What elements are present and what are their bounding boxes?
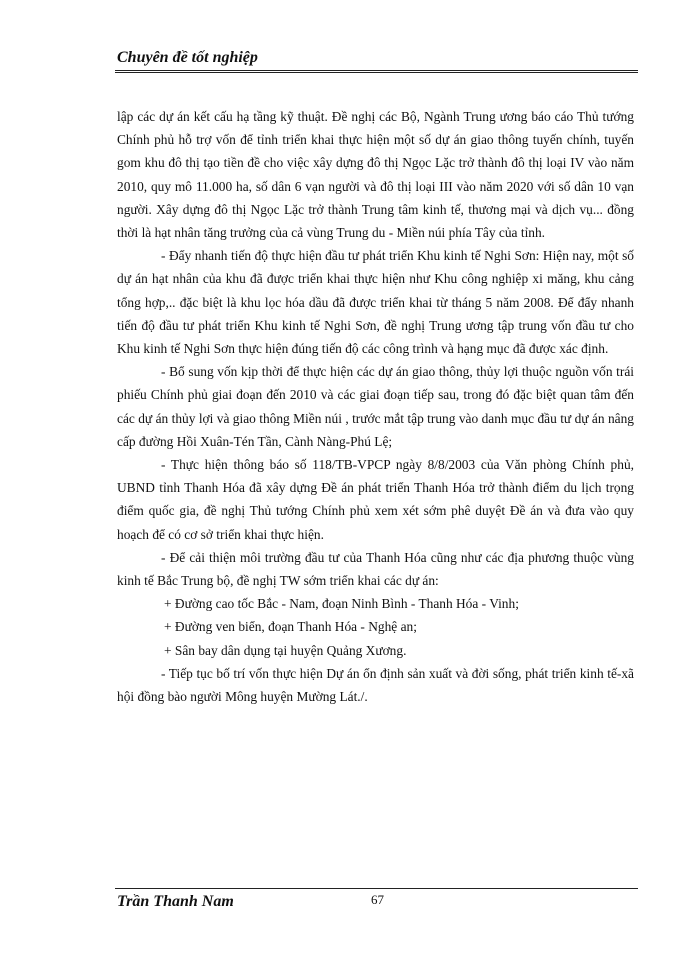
paragraph-1: lập các dự án kết cấu hạ tầng kỹ thuật. Đề nghị các Bộ, Ngành Trung ương báo cáo Thủ tướng Chính phủ hỗ trợ vốn để tỉnh triển khai thực hiện một số dự án giao thông tuyến chính, tuyến gom khu đô thị tạo tiền đề cho việc xây dựng đô thị Ngọc Lặc trở thành đô thị loại IV vào năm 2010, quy mô 11.000 ha, số dân 6 vạn người và đô thị loại III vào năm 2020 với số dân 10 vạn người. Xây dựng đô thị Ngọc Lặc trở thành Trung tâm kinh tế, thương mại và dịch vụ... đồng thời là hạt nhân tăng trưởng của cả vùng Trung du - Miền núi phía Tây của tỉnh.	[117, 109, 634, 241]
document-body	[117, 105, 634, 708]
list-item: + Đường ven biển, đoạn Thanh Hóa - Nghệ an;	[164, 619, 417, 635]
paragraph-3: - Bổ sung vốn kịp thời để thực hiện các dự án giao thông, thủy lợi thuộc nguồn vốn trái phiếu Chính phủ giai đoạn đến 2010 và các giai đoạn tiếp sau, trong đó đặc biệt quan tâm đến các dự án thủy lợi và giao thông Miền núi , trước mắt tập trung vào danh mục đầu tư dự án nâng cấp đường Hồi Xuân-Tén Tần, Cành Nàng-Phú Lệ;	[117, 364, 634, 449]
list-item: + Đường cao tốc Bắc - Nam, đoạn Ninh Bình - Thanh Hóa - Vinh;	[164, 596, 519, 612]
footer-author: Trần Thanh Nam	[117, 893, 234, 910]
list-item: + Sân bay dân dụng tại huyện Quảng Xương.	[164, 642, 407, 658]
header-rule	[115, 70, 638, 73]
page-number: 67	[371, 892, 384, 907]
footer-rule	[115, 888, 638, 889]
paragraph-2: - Đẩy nhanh tiến độ thực hiện đầu tư phát triển Khu kinh tế Nghi Sơn: Hiện nay, một số dự án hạt nhân của khu đã được triển khai thực hiện như Khu công nghiệp xi măng, khu cảng tổng hợp,.. đặc biệt là khu lọc hóa dầu đã được triển khai từ tháng 5 năm 2008. Để đẩy nhanh tiến độ đầu tư phát triển Khu kinh tế Nghi Sơn, đề nghị Trung ương tập trung vốn đầu tư cho Khu kinh tế Nghi Sơn thực hiện đúng tiến độ các công trình và hạng mục đã được xác định.	[117, 248, 634, 357]
paragraph-5: - Để cải thiện môi trường đầu tư của Thanh Hóa cũng như các địa phương thuộc vùng kinh tế Bắc Trung bộ, đề nghị TW sớm triển khai các dự án:	[117, 549, 634, 589]
closing-paragraph: - Tiếp tục bố trí vốn thực hiện Dự án ổn định sản xuất và đời sống, phát triển kinh tế-xã hội đồng bào người Mông huyện Mường Lát./.	[117, 665, 634, 705]
header-title: Chuyên đề tốt nghiệp	[117, 49, 258, 66]
paragraph-4: - Thực hiện thông báo số 118/TB-VPCP ngày 8/8/2003 của Văn phòng Chính phủ, UBND tỉnh Thanh Hóa đã xây dựng Đề án phát triển Thanh Hóa trở thành điểm du lịch trọng điểm quốc gia, đề nghị Thủ tướng Chính phủ xem xét sớm phê duyệt Đề án và đưa vào quy hoạch để có cơ sở triển khai thực hiện.	[117, 457, 634, 542]
